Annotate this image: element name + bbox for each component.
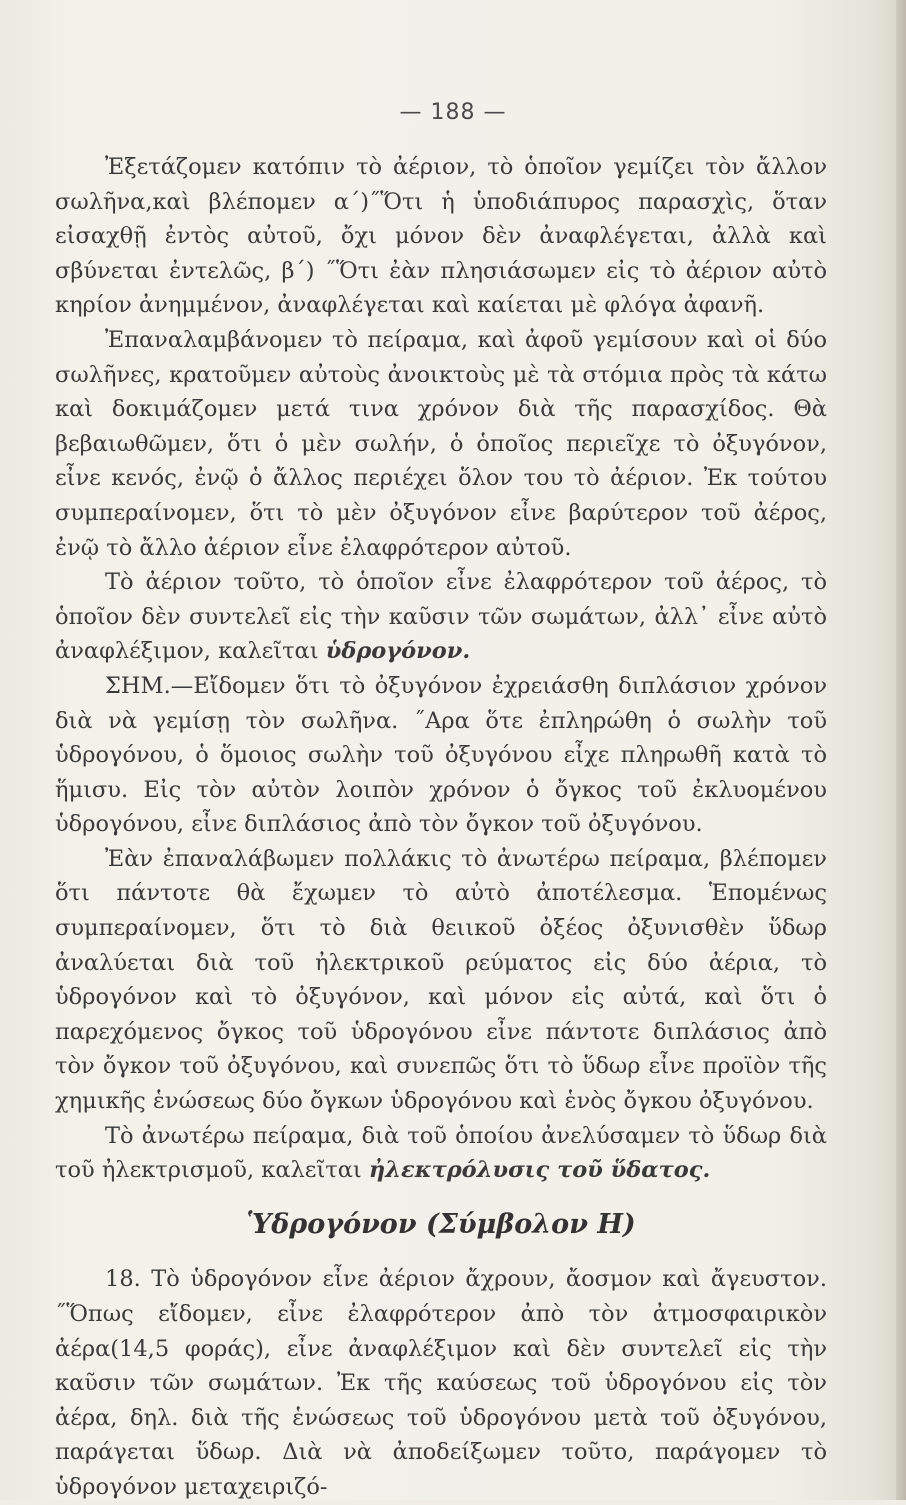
emphasized-term: ὑδρογόνον. bbox=[325, 638, 471, 665]
section-heading: Ὑδρογόνον (Σύμβολον H) bbox=[246, 1208, 636, 1240]
paragraph: Ἐξετάζομεν κατόπιν τὸ ἀέριον, τὸ ὁποῖον γεμίζει τὸν ἄλλον σωλῆνα,καὶ βλέπομεν α΄)˝Ὅτι ἡ ὑποδιάπυρος παρασχὶς, ὅταν εἰσαχθῇ ἐντὸς αὐτοῦ, ὄχι μόνον δὲν ἀναφλέγεται, ἀλλὰ καὶ σβύνεται ἐντελῶς, β΄) ˝Ὅτι ἐὰν πλησιάσωμεν εἰς τὸ ἀέριον αὐτὸ κηρίον ἀνημμένον, ἀναφλέγεται καὶ καίεται μὲ φλόγα ἀφανῆ. bbox=[55, 154, 827, 319]
paragraph: Ἐὰν ἐπαναλάβωμεν πολλάκις τὸ ἀνωτέρω πείραμα, βλέπομεν ὅτι πάντοτε θὰ ἔχωμεν τὸ αὐτὸ ἀποτέλεσμα. Ἑπομένως συμπεραίνομεν, ὅτι τὸ διὰ θειικοῦ ὀξέος ὀξυνισθὲν ὕδωρ ἀναλύεται διὰ τοῦ ἠλεκτρικοῦ ρεύματος εἰς δύο ἀέρια, τὸ ὑδρογόνον καὶ τὸ ὀξυγόνον, καὶ μόνον εἰς αὐτά, καὶ ὅτι ὁ παρεχόμενος ὄγκος τοῦ ὑδρογόνου εἶνε πάντοτε διπλάσιος ἀπὸ τὸν ὄγκον τοῦ ὀξυγόνου, καὶ συνεπῶς ὅτι τὸ ὕδωρ εἶνε προϊὸν τῆς χημικῆς ἑνώσεως δύο ὄγκων ὑδρογόνου καὶ ἑνὸς ὄγκου ὀξυγόνου. bbox=[55, 845, 827, 1115]
page-number: — 188 — bbox=[399, 100, 507, 125]
paragraph bbox=[55, 1119, 827, 1188]
page-edge bbox=[896, 0, 906, 1500]
paragraph: 18. Τὸ ὑδρογόνον εἶνε ἀέριον ἄχρουν, ἄοσμον καὶ ἄγευστον. ˝Ὅπως εἴδομεν, εἶνε ἐλαφρότερον ἀπὸ τὸν ἀτμοσφαιρικὸν ἀέρα(14,5 φοράς), εἶνε ἀναφλέξιμον καὶ δὲν συντελεῖ εἰς τὴν καῦσιν τῶν σωμάτων. Ἐκ τῆς καύσεως τοῦ ὑδρογόνου εἰς τὸν ἀέρα, δηλ. διὰ τῆς ἑνώσεως τοῦ ὑδρογόνου μετὰ τοῦ ὀξυγόνου, παράγεται ὕδωρ. Διὰ νὰ ἀποδείξωμεν τοῦτο, παράγομεν τὸ ὑδρογόνον μεταχειριζό- bbox=[55, 1266, 827, 1500]
paragraph-text: Τὸ ἀνωτέρω πείραμα, διὰ τοῦ ὁποίου ἀνελύσαμεν τὸ ὕδωρ διὰ τοῦ ἠλεκτρισμοῦ, καλεῖται bbox=[55, 1122, 827, 1184]
paragraph-text: Τὸ ἀέριον τοῦτο, τὸ ὁποῖον εἶνε ἐλαφρότερον τοῦ ἀέρος, τὸ ὁποῖον δὲν συντελεῖ εἰς τὴν καῦσιν τῶν σωμάτων, ἀλλ᾽ εἶνε αὐτὸ ἀναφλέξιμον, καλεῖται bbox=[55, 569, 827, 665]
page-body bbox=[55, 150, 827, 1505]
paragraph bbox=[55, 565, 827, 669]
paragraph: Ἐπαναλαμβάνομεν τὸ πείραμα, καὶ ἀφοῦ γεμίσουν καὶ οἱ δύο σωλῆνες, κρατοῦμεν αὐτοὺς ἀνοικτοὺς μὲ τὰ στόμια πρὸς τὰ κάτω καὶ δοκιμάζομεν μετά τινα χρόνον διὰ τῆς παρασχίδος. Θὰ βεβαιωθῶμεν, ὅτι ὁ μὲν σωλήν, ὁ ὁποῖος περιεῖχε τὸ ὀξυγόνον, εἶνε κενός, ἐνῷ ὁ ἄλλος περιέχει ὅλον του τὸ ἀέριον. Ἐκ τούτου συμπεραίνομεν, ὅτι τὸ μὲν ὀξυγόνον εἶνε βαρύτερον τοῦ ἀέρος, ἐνῷ τὸ ἄλλο ἀέριον εἶνε ἐλαφρότερον αὐτοῦ. bbox=[55, 326, 827, 561]
note-paragraph: ΣΗΜ.—Εἴδομεν ὅτι τὸ ὀξυγόνον ἐχρειάσθη διπλάσιον χρόνον διὰ νὰ γεμίσῃ τὸν σωλῆνα. ˝Αρα ὅτε ἐπληρώθη ὁ σωλὴν τοῦ ὑδρογόνου, ὁ ὅμοιος σωλὴν τοῦ ὀξυγόνου εἶχε πληρωθῆ κατὰ τὸ ἥμισυ. Εἰς τὸν αὐτὸν λοιπὸν χρόνον ὁ ὄγκος τοῦ ἐκλυομένου ὑδρογόνου, εἶνε διπλάσιος ἀπὸ τὸν ὄγκον τοῦ ὀξυγόνου. bbox=[55, 672, 827, 838]
emphasized-term: ἠλεκτρόλυσις τοῦ ὕδατος. bbox=[368, 1157, 711, 1184]
